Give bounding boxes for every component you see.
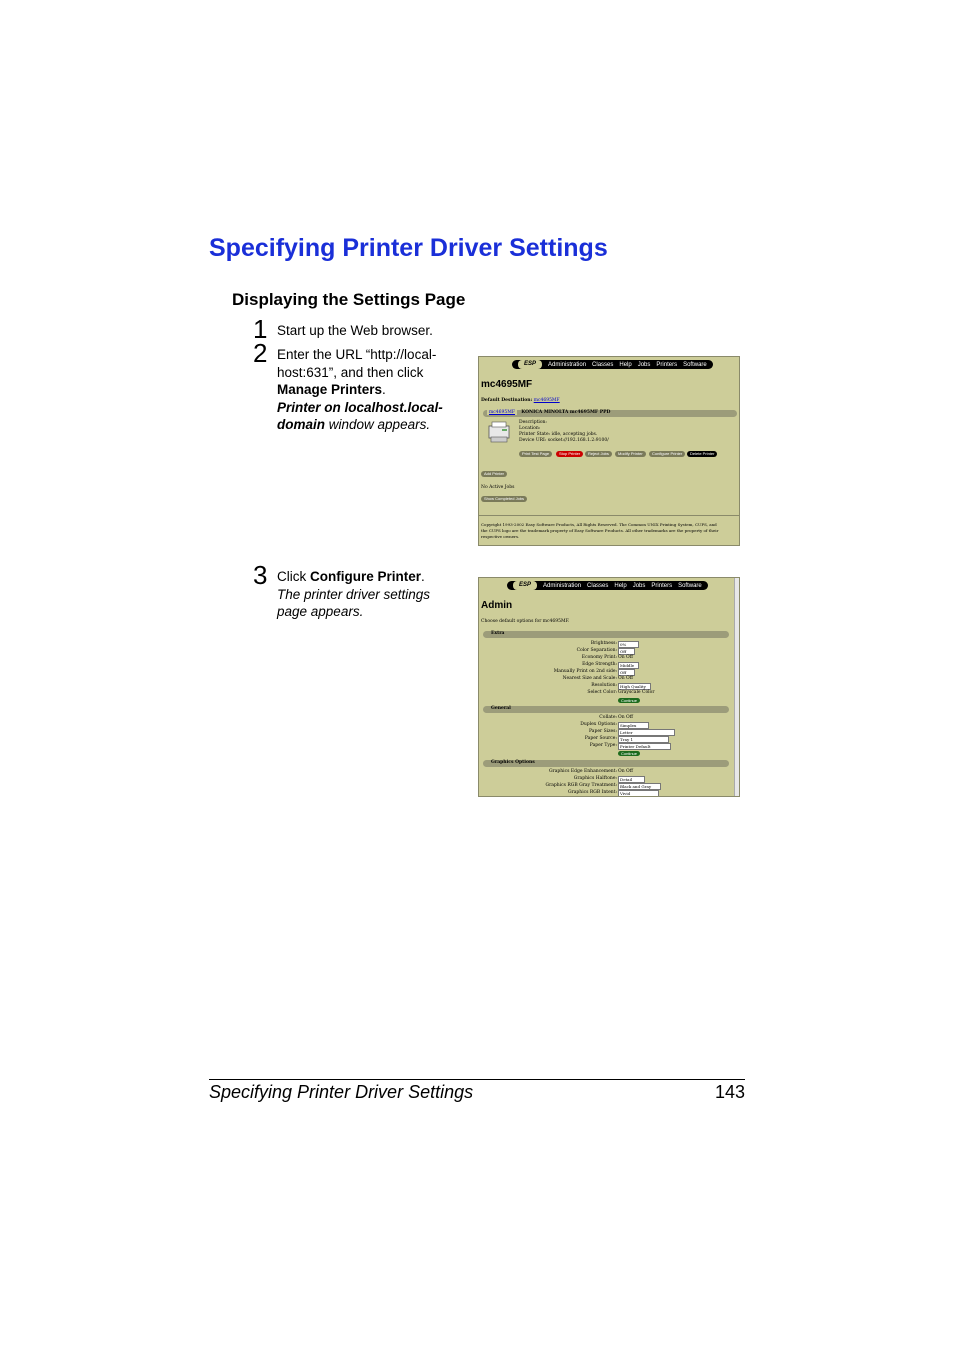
select-color-radio[interactable]: Grayscale Color xyxy=(618,690,655,695)
page-number: 143 xyxy=(714,1082,745,1102)
no-active-jobs: No Active Jobs xyxy=(481,485,515,490)
resolution-select[interactable]: High Quality xyxy=(618,683,651,690)
section-bar-general xyxy=(483,706,729,713)
default-destination xyxy=(481,398,560,404)
step-2-result-1: Printer on localhost.local- xyxy=(277,399,443,415)
copyright xyxy=(481,522,718,540)
step-1-number: 1 xyxy=(253,314,268,344)
default-dest-link[interactable]: mc4695MF xyxy=(533,398,560,403)
nav-classes[interactable]: Classes xyxy=(587,582,609,589)
stop-printer-button[interactable]: Stop Printer xyxy=(556,451,583,457)
paper-source-select[interactable]: Tray 1 xyxy=(618,736,669,743)
section-bar-extra xyxy=(483,631,729,638)
reject-jobs-button[interactable]: Reject Jobs xyxy=(585,451,612,457)
edge-strength-select[interactable]: Middle xyxy=(618,662,639,669)
show-completed-jobs-button[interactable]: Show Completed Jobs xyxy=(481,496,527,502)
opt-label: Brightness: xyxy=(590,641,617,646)
configure-printer-label: Configure Printer xyxy=(310,569,422,584)
scrollbar[interactable] xyxy=(734,578,739,796)
printer-icon xyxy=(487,420,513,444)
continue-button-extra[interactable]: Continue xyxy=(618,698,640,703)
step-2-number: 2 xyxy=(253,338,268,368)
economy-print-radio[interactable]: On Off xyxy=(618,655,633,660)
opt-label: Graphics Halftone: xyxy=(573,776,617,781)
admin-page-screenshot xyxy=(478,577,740,797)
opt-label: Paper Source: xyxy=(584,736,617,741)
nav-software[interactable]: Software xyxy=(683,361,707,368)
section-general: General xyxy=(491,706,511,711)
print-test-page-button[interactable]: Print Test Page xyxy=(519,451,552,457)
opt-label: Graphics RGB Intent: xyxy=(568,790,617,795)
step-3-result-2: page appears. xyxy=(277,604,364,619)
step-3-number: 3 xyxy=(253,560,268,590)
section-graphics: Graphics Options xyxy=(491,760,535,765)
section-heading: Displaying the Settings Page xyxy=(232,290,466,309)
step-1-text: Start up the Web browser. xyxy=(277,323,433,338)
step-3-text xyxy=(277,568,467,621)
page-title: Specifying Printer Driver Settings xyxy=(209,234,608,262)
step-3-result-1: The printer driver settings xyxy=(277,586,431,602)
paper-sizes-select[interactable]: Letter xyxy=(618,729,675,736)
nav-esp[interactable]: ESP xyxy=(513,581,537,590)
paper-type-select[interactable]: Printer Default xyxy=(618,743,671,750)
graphics-rgb-gray-select[interactable]: Black and Gray xyxy=(618,783,661,790)
step-2-line-3 xyxy=(277,381,467,399)
step-2-text xyxy=(277,346,467,434)
opt-label: Graphics RGB Gray Treatment: xyxy=(545,783,617,788)
add-printer-button[interactable]: Add Printer xyxy=(481,471,507,477)
step-2-punct: . xyxy=(382,382,386,397)
admin-intro: Choose default options for mc4695MF. xyxy=(481,619,570,624)
printer-page-screenshot xyxy=(478,356,740,546)
configure-printer-button[interactable]: Configure Printer xyxy=(649,451,685,457)
opt-label: Manually Print on 2nd side: xyxy=(553,669,617,674)
opt-label: Resolution: xyxy=(591,683,617,688)
info-state: Printer State: idle, accepting jobs. xyxy=(519,432,598,437)
opt-label: Select Color: xyxy=(587,690,617,695)
nav-help[interactable]: Help xyxy=(614,582,627,589)
nav-administration[interactable]: Administration xyxy=(548,361,587,368)
graphics-halftone-select[interactable]: Detail xyxy=(618,776,645,783)
nav-software[interactable]: Software xyxy=(678,582,702,589)
collate-radio[interactable]: On Off xyxy=(618,715,633,720)
printer-link[interactable]: mc4695MF xyxy=(489,410,515,415)
color-separation-select[interactable]: Off xyxy=(618,648,635,655)
opt-label: Graphics Edge Enhancement: xyxy=(548,769,617,774)
step-2-line-1: Enter the URL “http://local- xyxy=(277,347,437,362)
copyright-line-2: the CUPS logo are the trademark property of Easy Software Products. All other trademarks are the property of their xyxy=(481,528,719,533)
section-extra: Extra xyxy=(491,631,505,636)
opt-label: Duplex Options: xyxy=(580,722,617,727)
opt-label: Paper Sizes: xyxy=(588,729,617,734)
nav-printers[interactable]: Printers xyxy=(656,361,678,368)
modify-printer-button[interactable]: Modify Printer xyxy=(615,451,646,457)
default-dest-label: Default Destination: xyxy=(481,398,533,403)
graphics-edge-radio[interactable]: On Off xyxy=(618,769,633,774)
step-2-result-rest: window appears. xyxy=(325,417,431,432)
continue-button-general[interactable]: Continue xyxy=(618,751,640,756)
nav-bar-2 xyxy=(507,581,708,590)
step-3-pre: Click xyxy=(277,569,310,584)
step-3-line-1 xyxy=(277,568,467,586)
opt-label: Economy Print: xyxy=(581,655,617,660)
step-3-punct: . xyxy=(421,569,425,584)
copyright-line-3: respective owners. xyxy=(481,534,520,539)
step-2-result-2 xyxy=(277,416,467,434)
nav-esp[interactable]: ESP xyxy=(518,360,542,369)
nav-jobs[interactable]: Jobs xyxy=(637,361,651,368)
nearest-size-radio[interactable]: On Off xyxy=(618,676,633,681)
delete-printer-button[interactable]: Delete Printer xyxy=(687,451,717,457)
footer-rule xyxy=(209,1079,745,1080)
printer-header xyxy=(487,410,610,416)
step-2-line-2: host:631”, and then click xyxy=(277,364,424,380)
printer-model: KONICA MINOLTA mc4695MF PPD xyxy=(521,410,611,415)
step-2-result-bold: domain xyxy=(277,417,326,432)
graphics-rgb-intent-select[interactable]: Vivid xyxy=(618,790,659,797)
printer-info xyxy=(519,420,609,444)
opt-label: Edge Strength: xyxy=(582,662,617,667)
brightness-select[interactable]: 0% xyxy=(618,641,639,648)
nav-printers[interactable]: Printers xyxy=(651,582,673,589)
manual-duplex-select[interactable]: Off xyxy=(618,669,635,676)
copyright-line-1: Copyright 1993-2002 Easy Software Products, All Rights Reserved. The Common UNIX Printing System, CUPS, and xyxy=(481,522,717,527)
nav-help[interactable]: Help xyxy=(619,361,632,368)
opt-label: Collate: xyxy=(599,715,617,720)
info-device-uri: Device URI: socket://192.168.1.2:9100/ xyxy=(519,438,609,443)
opt-label: Nearest Size and Scale: xyxy=(562,676,617,681)
nav-bar xyxy=(512,360,713,369)
footer-title: Specifying Printer Driver Settings xyxy=(209,1082,474,1102)
manage-printers-label: Manage Printers xyxy=(277,382,383,397)
duplex-options-select[interactable]: Simplex xyxy=(618,722,649,729)
opt-label: Paper Type: xyxy=(589,743,617,748)
info-location: Location: xyxy=(519,426,541,431)
info-description: Description: xyxy=(519,420,547,425)
opt-label: Color Separation: xyxy=(576,648,617,653)
nav-classes[interactable]: Classes xyxy=(592,361,614,368)
admin-title: Admin xyxy=(481,600,513,611)
nav-jobs[interactable]: Jobs xyxy=(632,582,646,589)
nav-administration[interactable]: Administration xyxy=(543,582,582,589)
divider xyxy=(479,515,739,516)
printer-title: mc4695MF xyxy=(481,379,533,390)
